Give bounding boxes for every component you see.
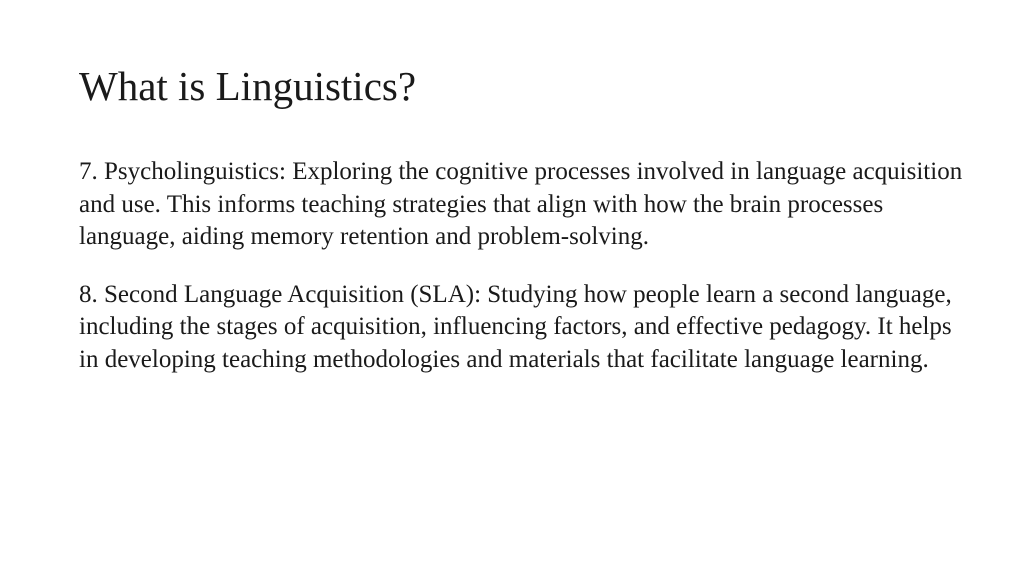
point-psycholinguistics: 7. Psycholinguistics: Exploring the cognitive processes involved in language acquisition and use. This informs teaching strategies that align with how the brain processes language, aiding memory retention and problem-solving. <box>79 158 963 251</box>
slide-body <box>79 156 969 402</box>
slide-title: What is Linguistics? <box>79 63 417 109</box>
point-second-language-acquisition: 8. Second Language Acquisition (SLA): Studying how people learn a second language, including the stages of acquisition, influencing factors, and effective pedagogy. It helps in developing teaching methodologies and materials that facilitate language learning. <box>79 280 952 373</box>
